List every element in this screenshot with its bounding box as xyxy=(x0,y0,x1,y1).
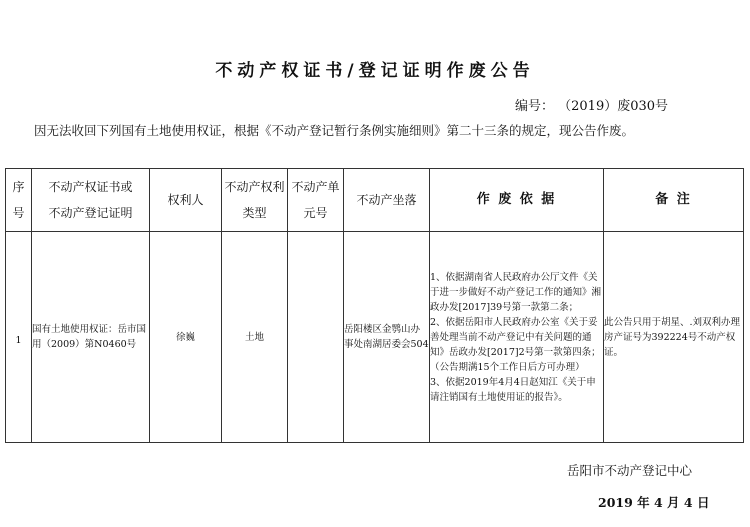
header-unit-number xyxy=(288,169,344,232)
cell-certificate: 国有土地使用权证：岳市国用（2009）第N0460号 xyxy=(32,232,150,443)
intro-paragraph: 因无法收回下列国有土地使用权证，根据《不动产登记暂行条例实施细则》第二十三条的规定，现公告作废。 xyxy=(34,123,635,138)
basis-item-3: 3、依据2019年4月4日赵知江《关于申请注销国有土地使用证的报告》。 xyxy=(430,376,596,403)
cell-basis xyxy=(430,232,604,443)
issuer-name: 岳阳市不动产登记中心 xyxy=(567,463,693,478)
basis-item-2: 2、依据岳阳市人民政府办公室《关于妥善处理当前不动产登记中有关问题的通知》岳政办发[2017]2号第一款第四条；（公告期满15个工作日后方可办理） xyxy=(430,316,601,373)
header-right-type-line2: 类型 xyxy=(242,206,267,220)
announcement-table xyxy=(5,168,744,443)
cell-remark: 此公告只用于胡星、.刘双利办理房产证号为392224号不动产权证。 xyxy=(604,232,744,443)
header-basis: 作 废 依 据 xyxy=(430,169,604,232)
cell-seq xyxy=(6,232,32,443)
basis-item-1: 1、依据湖南省人民政府办公厅文件《关于进一步做好不动产登记工作的通知》湘政办发[2017]39号第一款第二条； xyxy=(430,271,602,313)
table-row xyxy=(6,232,744,443)
issue-date: 2019 年 4 月 4 日 xyxy=(598,495,710,510)
header-owner: 权利人 xyxy=(150,169,222,232)
header-location: 不动产坐落 xyxy=(344,169,430,232)
header-unit-number-line2: 元号 xyxy=(303,206,328,220)
header-right-type-line1: 不动产权利 xyxy=(224,180,285,194)
header-seq xyxy=(6,169,32,232)
header-seq-line2: 号 xyxy=(12,206,25,220)
header-seq-line1: 序 xyxy=(12,180,25,194)
cell-owner: 徐巍 xyxy=(150,232,222,443)
header-right-type xyxy=(222,169,288,232)
document-number: 编号： （2019）废030号 xyxy=(515,99,669,114)
header-certificate-line1: 不动产权证书或 xyxy=(48,180,133,194)
header-remark: 备 注 xyxy=(604,169,744,232)
header-unit-number-line1: 不动产单 xyxy=(291,180,340,194)
header-certificate-line2: 不动产登记证明 xyxy=(48,206,133,220)
cell-seq-value: 1 xyxy=(15,334,22,346)
table-header-row xyxy=(6,169,744,232)
cell-location: 岳阳楼区金鹗山办事处南湖居委会504 xyxy=(344,232,430,443)
page-title: 不动产权证书/登记证明作废公告 xyxy=(215,61,535,81)
cell-unit-number xyxy=(288,232,344,443)
header-certificate xyxy=(32,169,150,232)
cell-right-type: 土地 xyxy=(222,232,288,443)
